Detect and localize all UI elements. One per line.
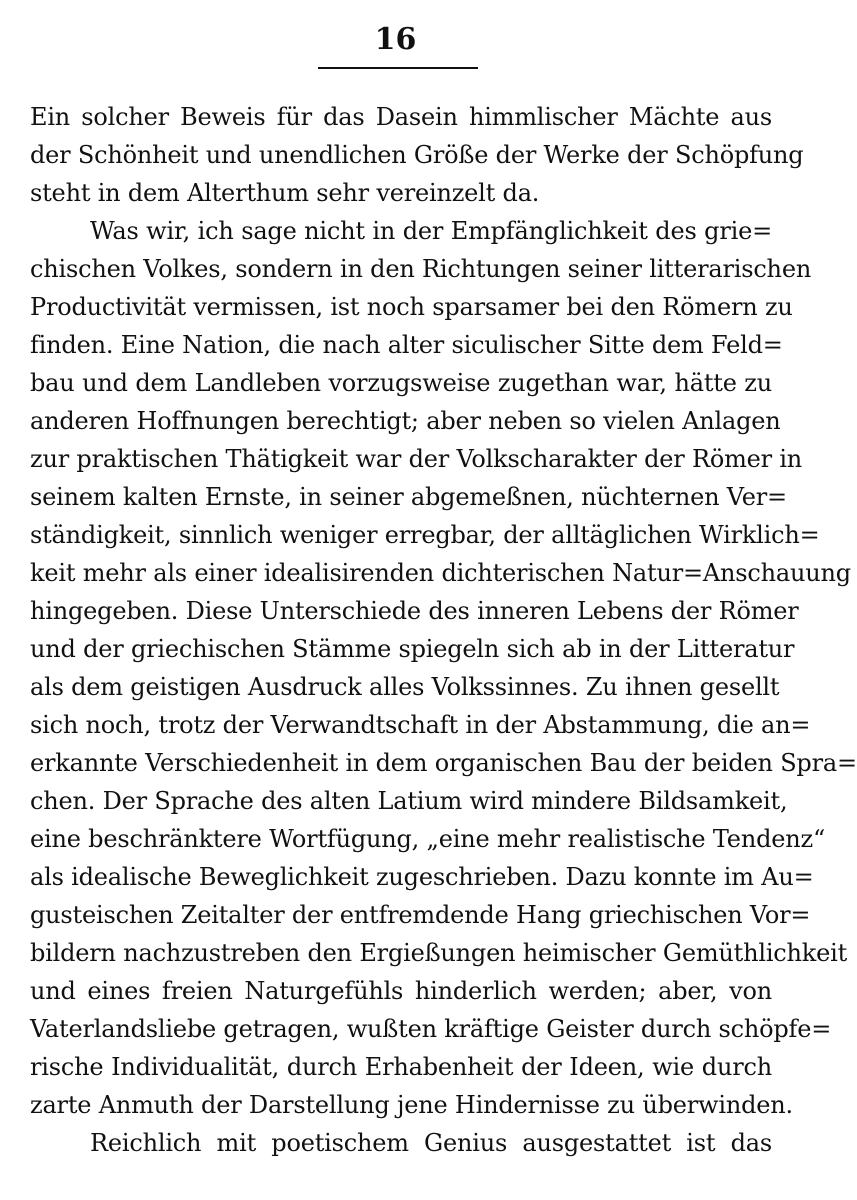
text-line: chischen Volkes, sondern in den Richtungen seiner litterarischen [30, 255, 812, 283]
text-line: Was wir, ich sage nicht in der Empfänglichkeit des grie= [90, 217, 772, 245]
text-line: und der griechischen Stämme spiegeln sich ab in der Litteratur [30, 635, 795, 663]
text-line: als dem geistigen Ausdruck alles Volkssinnes. Zu ihnen gesellt [30, 673, 780, 701]
text-line: und eines freien Naturgefühls hinderlich werden; aber, von [30, 977, 772, 1005]
body-text [30, 98, 857, 1162]
text-line: bildern nachzustreben den Ergießungen heimischer Gemüthlichkeit [30, 939, 848, 967]
text-line: chen. Der Sprache des alten Latium wird mindere Bildsamkeit, [30, 787, 788, 815]
text-line: Productivität vermissen, ist noch sparsamer bei den Römern zu [30, 293, 793, 321]
text-line: Ein solcher Beweis für das Dasein himmlischer Mächte aus [30, 103, 772, 131]
text-line: Reichlich mit poetischem Genius ausgestattet ist das [90, 1129, 772, 1157]
text-line: der Schönheit und unendlichen Größe der Werke der Schöpfung [30, 141, 804, 169]
text-line: zur praktischen Thätigkeit war der Volkscharakter der Römer in [30, 445, 803, 473]
text-line: erkannte Verschiedenheit in dem organischen Bau der beiden Spra= [30, 749, 857, 777]
text-line: seinem kalten Ernste, in seiner abgemeßnen, nüchternen Ver= [30, 483, 787, 511]
text-line: finden. Eine Nation, die nach alter siculischer Sitte dem Feld= [30, 331, 783, 359]
page-number: 16 [374, 22, 417, 57]
text-line: rische Individualität, durch Erhabenheit der Ideen, wie durch [30, 1053, 772, 1081]
text-line: gusteischen Zeitalter der entfremdende Hang griechischen Vor= [30, 901, 811, 929]
text-line: als idealische Beweglichkeit zugeschrieben. Dazu konnte im Au= [30, 863, 814, 891]
header-rule [318, 67, 478, 69]
text-line: hingegeben. Diese Unterschiede des inneren Lebens der Römer [30, 597, 799, 625]
text-line: ständigkeit, sinnlich weniger erregbar, der alltäglichen Wirklich= [30, 521, 820, 549]
text-line: bau und dem Landleben vorzugsweise zugethan war, hätte zu [30, 369, 772, 397]
text-line: zarte Anmuth der Darstellung jene Hindernisse zu überwinden. [30, 1091, 793, 1119]
text-line: sich noch, trotz der Verwandtschaft in der Abstammung, die an= [30, 711, 811, 739]
text-line: steht in dem Alterthum sehr vereinzelt da. [30, 179, 540, 207]
text-line: anderen Hoffnungen berechtigt; aber neben so vielen Anlagen [30, 407, 781, 435]
text-line: eine beschränktere Wortfügung, „eine mehr realistische Tendenz“ [30, 825, 826, 853]
text-line: Vaterlandsliebe getragen, wußten kräftige Geister durch schöpfe= [30, 1015, 832, 1043]
text-line: keit mehr als einer idealisirenden dichterischen Natur=Anschauung [30, 559, 851, 587]
